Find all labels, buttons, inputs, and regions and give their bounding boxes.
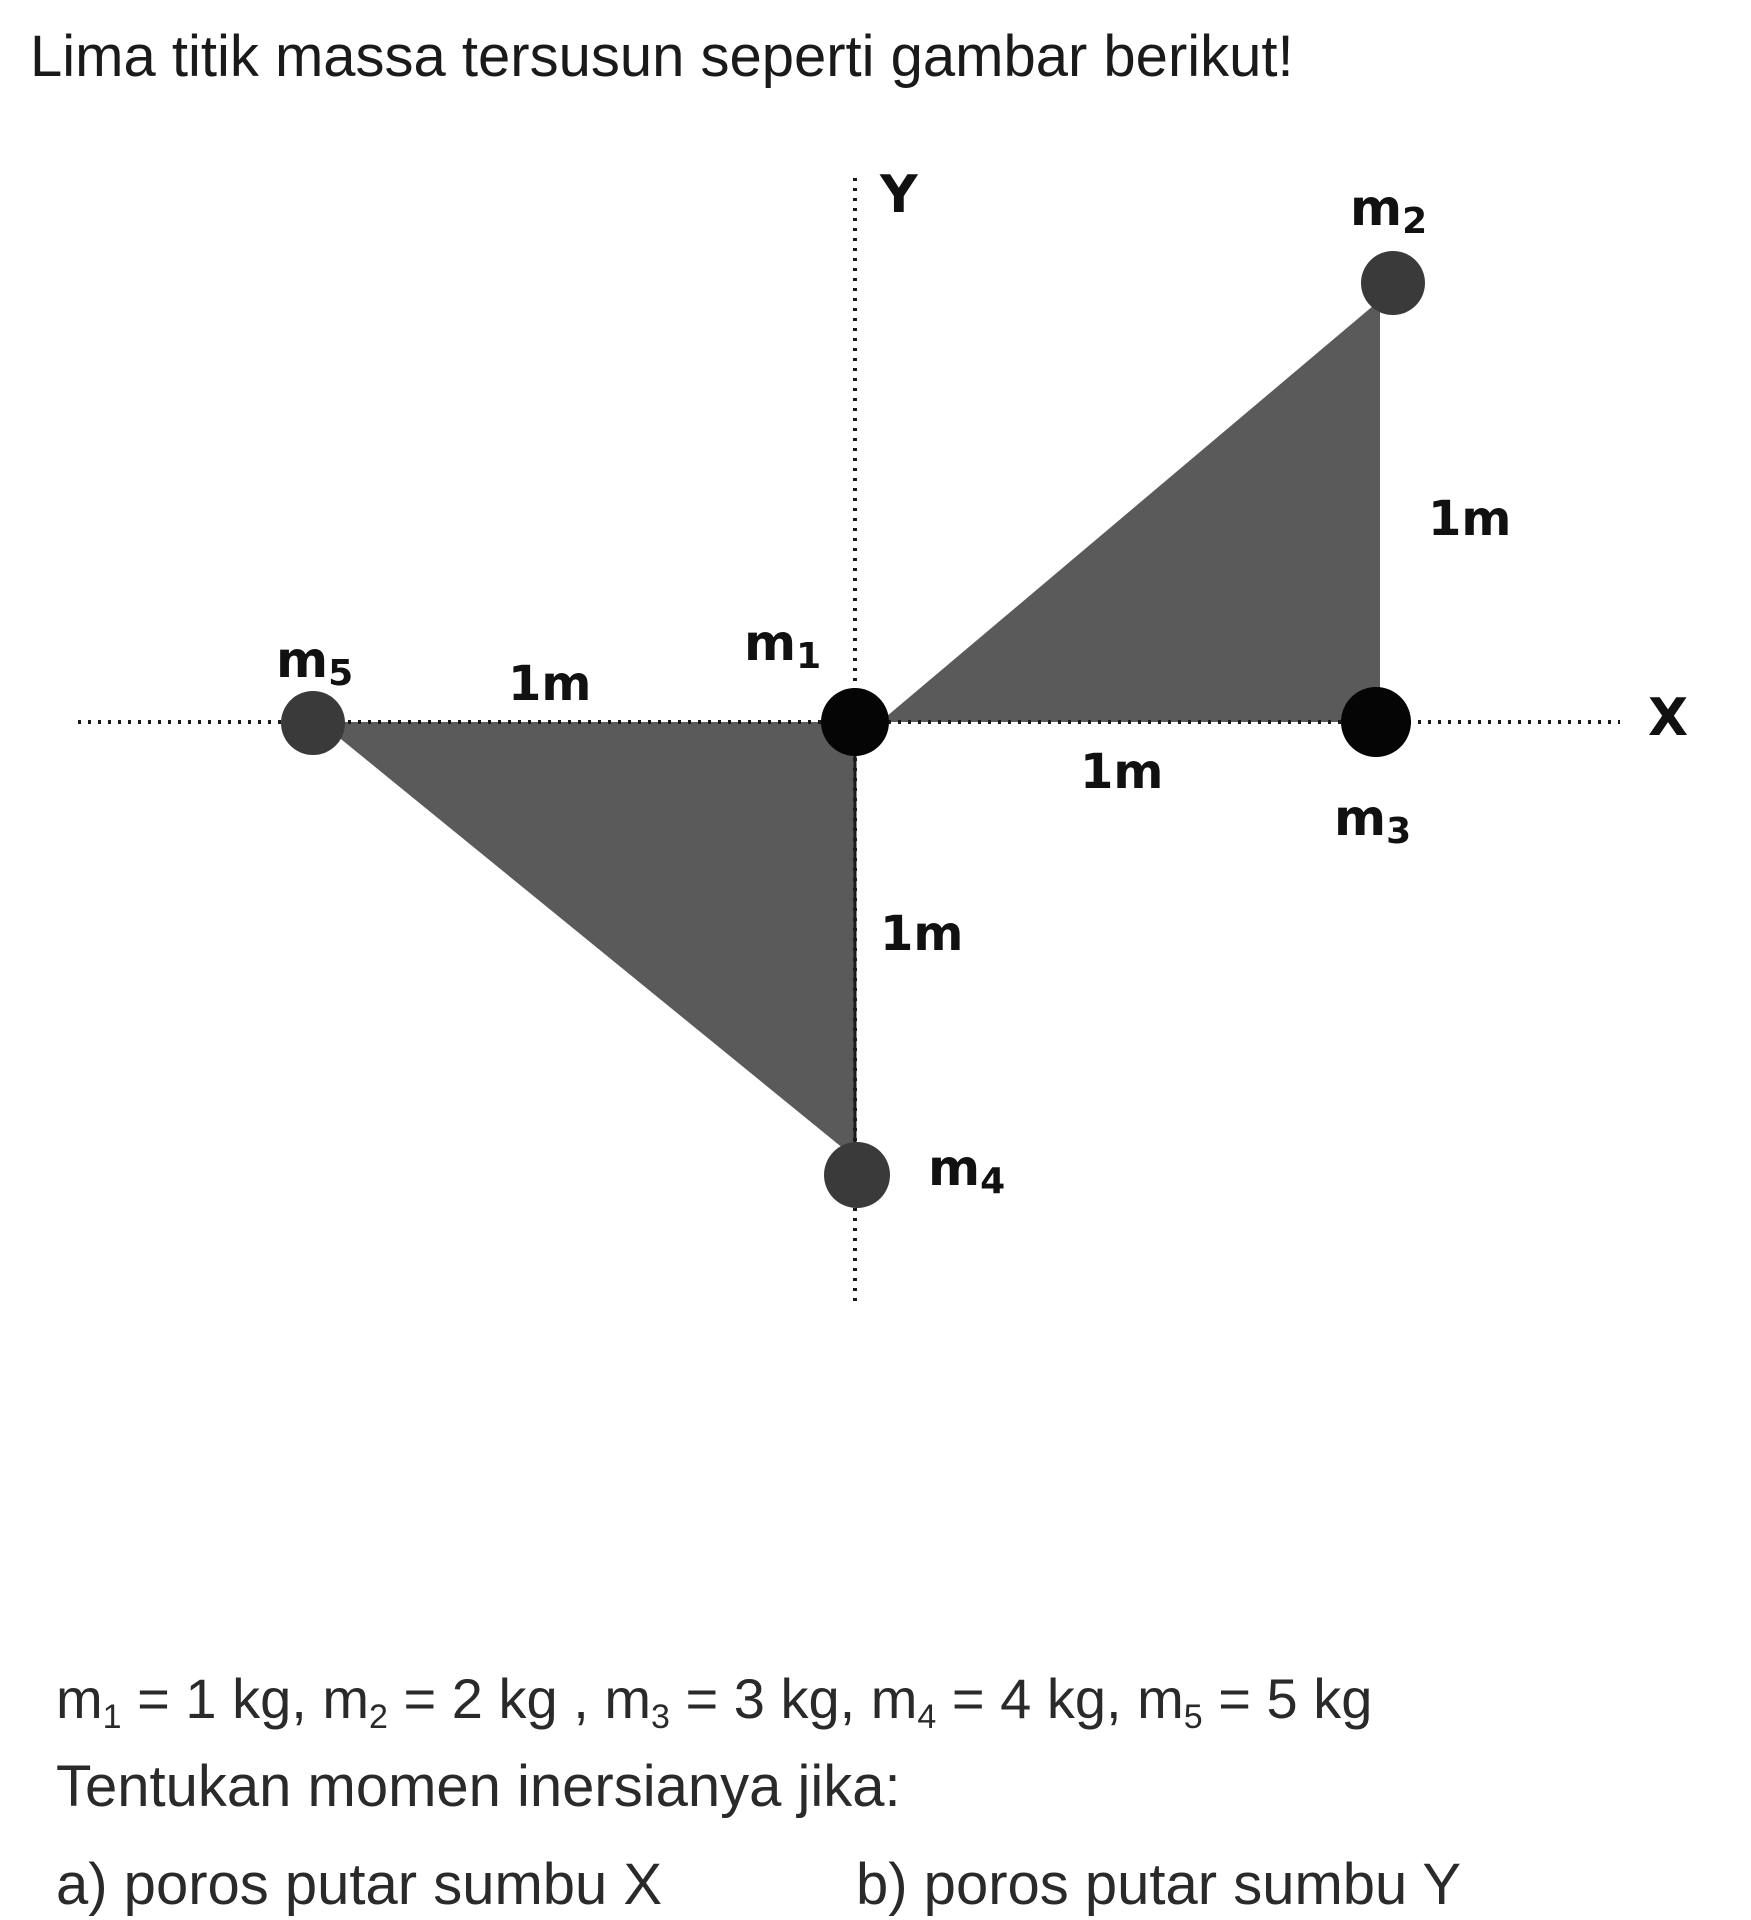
distance-label-m3-m2: 1m (1428, 491, 1512, 547)
problem-title: Lima titik massa tersusun seperti gambar berikut! (30, 24, 1294, 89)
question-part-a: a) poros putar sumbu X (56, 1852, 663, 1917)
y-axis-label: Y (880, 165, 918, 225)
mass-label-m5: m5 (276, 631, 354, 694)
mass-label-m2: m2 (1350, 179, 1428, 242)
mass-m5 (281, 691, 345, 755)
mass-value-m2: $m_2 = 2$ kg (322, 1667, 558, 1736)
mass-m1 (821, 688, 889, 756)
distance-label-m1-m3: 1m (1080, 744, 1164, 800)
mass-label-m3: m3 (1334, 789, 1412, 852)
distance-label-m1-m4: 1m (880, 906, 964, 962)
distance-label-m5-m1: 1m (508, 656, 592, 712)
mass-value-m1: $m_1 = 1$ kg (56, 1667, 292, 1736)
mass-value-m5: $m_5 = 5$ kg (1137, 1667, 1373, 1736)
mass-label-m4: m4 (928, 1139, 1006, 1202)
mass-label-m1: m1 (744, 614, 822, 677)
lower-left-triangle (320, 722, 855, 1158)
mass-m4 (824, 1142, 890, 1208)
upper-right-triangle (880, 300, 1380, 722)
mass-value-m3: $m_3 = 3$ kg (604, 1667, 840, 1736)
question-part-b: b) poros putar sumbu Y (856, 1852, 1462, 1917)
question-text: Tentukan momen inersianya jika: (56, 1754, 901, 1819)
mass-m2 (1361, 251, 1425, 315)
mass-m3 (1341, 687, 1411, 757)
x-axis-label: X (1648, 688, 1689, 748)
mass-value-m4: $m_4 = 4$ kg (870, 1667, 1106, 1736)
mass-values-line: $m_1 = 1$ kg, $m_2 = 2$ kg , $m_3 = 3$ kg, $m_4 = 4$ kg, $m_5 = 5$ kg (56, 1667, 1373, 1736)
